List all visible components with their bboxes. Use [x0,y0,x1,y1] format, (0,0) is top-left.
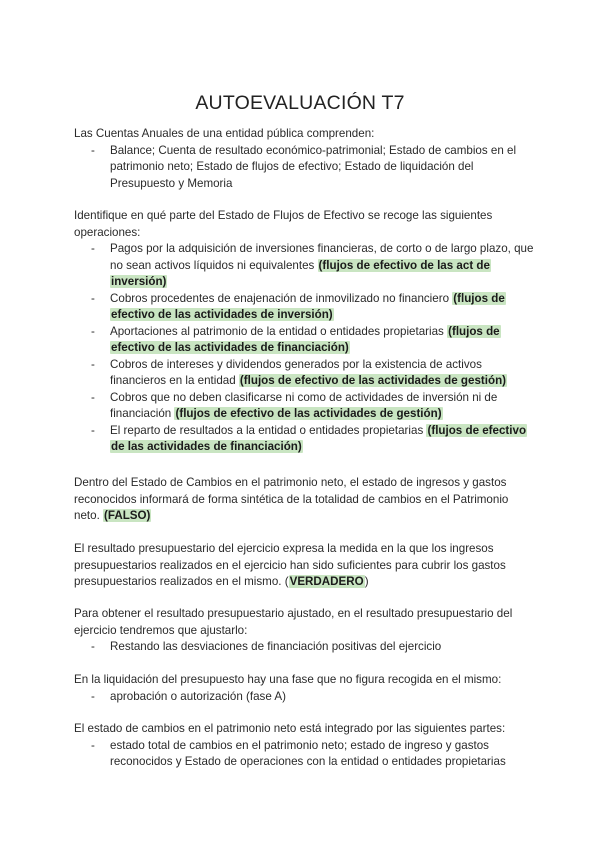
bullet-dash: - [91,689,95,703]
highlighted-answer: (flujos de efectivo de las actividades de inversión) [111,291,505,321]
question-block-2 [74,208,534,456]
item-text: Aportaciones al patrimonio de la entidad o entidades propietarias [110,324,444,338]
item-text: El reparto de resultados a la entidad o entidades propietarias [110,423,424,437]
highlighted-answer: (flujos de efectivo de las actividades de financiación) [111,423,527,453]
bullet-dash: - [91,357,95,371]
question-block-7 [74,721,534,771]
question-block-3 [74,475,534,525]
page-title: AUTOEVALUACIÓN T7 [195,92,405,114]
highlighted-answer: (flujos de efectivo de las actividades de gestión) [175,407,442,420]
list-item [74,639,534,656]
item-text: Cobros de intereses y dividendos generados por la existencia de activos financieros en la entidad [110,357,482,387]
statement-text: Dentro del Estado de Cambios en el patrimonio neto, el estado de ingresos y gastos reconocidos informará de forma sintética de la totalidad de cambios en el Patrimonio neto. [74,476,509,522]
question-block-5 [74,606,534,656]
item-text: Cobros que no deben clasificarse ni como de actividades de inversión ni de financiación [110,390,498,420]
list-item [74,738,534,771]
answer-list [74,689,534,706]
closing-paren: ) [364,575,369,588]
statement-text: El resultado presupuestario del ejercicio expresa la medida en la que los ingresos presupuestarios realizados en el ejercicio han sido suficientes para cubrir los gastos presupuestarios realizados en el mismo. ( [74,542,506,588]
question-text: Para obtener el resultado presupuestario ajustado, en el resultado presupuestario del ejercicio tendremos que ajustarlo: [74,607,513,637]
bullet-dash: - [91,423,95,437]
highlighted-answer: (FALSO) [104,509,151,522]
list-item [74,241,534,291]
highlighted-answer: VERDADERO [289,575,364,588]
item-text: Cobros procedentes de enajenación de inmovilizado no financiero [110,291,450,305]
question-text: Las Cuentas Anuales de una entidad pública comprenden: [74,127,375,140]
highlighted-answer: (flujos de efectivo de las act de inversión) [111,258,490,288]
bullet-dash: - [91,390,95,404]
bullet-dash: - [91,291,95,305]
item-text: Restando las desviaciones de financiación positivas del ejercicio [110,640,442,653]
bullet-dash: - [91,242,95,255]
item-text: estado total de cambios en el patrimonio neto; estado de ingreso y gastos reconocidos y Estado de operaciones con la entidad o entidades propietarias [110,738,506,768]
item-text: Balance; Cuenta de resultado económico-patrimonial; Estado de cambios en el patrimonio neto; Estado de flujos de efectivo; Estado de liquidación del Presupuesto y Memoria [110,143,517,190]
list-item [74,689,534,706]
list-item [74,143,534,193]
bullet-dash: - [91,143,95,157]
answer-list [74,639,534,656]
list-item [74,291,534,324]
list-item [74,390,534,423]
question-block-1 [74,126,534,192]
bullet-dash: - [91,640,95,653]
question-text: En la liquidación del presupuesto hay una fase que no figura recogida en el mismo: [74,673,502,686]
list-item [74,324,534,357]
list-item [74,423,534,456]
item-text: aprobación o autorización (fase A) [110,689,286,703]
list-item [74,357,534,390]
bullet-dash: - [91,324,95,338]
question-block-4 [74,541,534,591]
question-text: El estado de cambios en el patrimonio neto está integrado por las siguientes partes: [74,722,506,735]
answer-list [74,241,534,456]
answer-list [74,143,534,193]
question-text: Identifique en qué parte del Estado de Flujos de Efectivo se recoge las siguientes operaciones: [74,209,493,239]
question-block-6 [74,672,534,705]
item-text: Pagos por la adquisición de inversiones financieras, de corto o de largo plazo, que no sean activos líquidos ni equivalentes [110,242,534,272]
answer-list [74,738,534,771]
bullet-dash: - [91,738,95,752]
highlighted-answer: (flujos de efectivo de las actividades de financiación) [111,324,500,354]
highlighted-answer: (flujos de efectivo de las actividades de gestión) [239,374,507,387]
